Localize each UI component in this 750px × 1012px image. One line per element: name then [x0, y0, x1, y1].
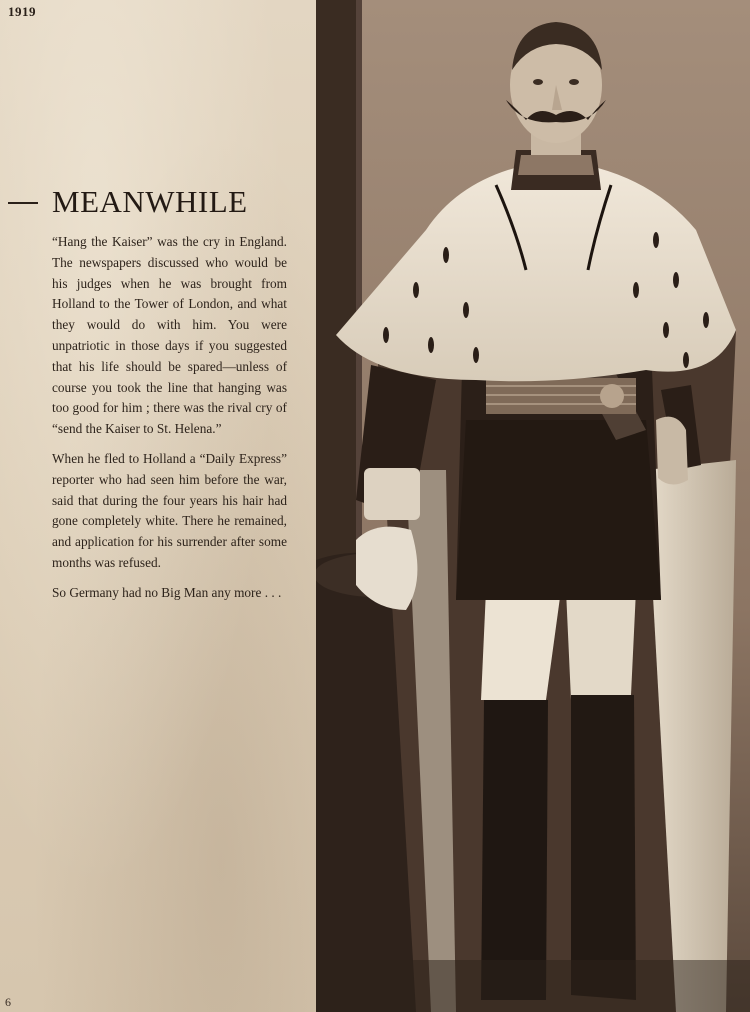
article-paragraph-3: So Germany had no Big Man any more . . .: [52, 584, 282, 600]
text-column: [0, 0, 316, 1012]
article-heading: MEANWHILE: [52, 184, 248, 219]
article-paragraph-2: When he fled to Holland a “Daily Express” reporter who had seen him before the war, said that during the four years his hair had gone completely white. There he remained, and application for his surrender after some months was refused.: [52, 450, 287, 570]
portrait-illustration: [316, 0, 750, 1012]
portrait-photo: [316, 0, 750, 1012]
article-paragraph-1: “Hang the Kaiser” was the cry in England. The newspapers discussed who would be his judges when he was brought from Holland to the Tower of London, and what they would do with him. You were unpatriotic in those days if you suggested that his life should be spared—unless of course you took the line that hanging was too good for him ; there was the rival cry of “send the Kaiser to St. Helena.”: [52, 234, 287, 437]
article-body: [52, 232, 287, 613]
page-year: 1919: [8, 4, 36, 19]
heading-dash: [8, 202, 38, 204]
page-number: 6: [5, 995, 11, 1009]
